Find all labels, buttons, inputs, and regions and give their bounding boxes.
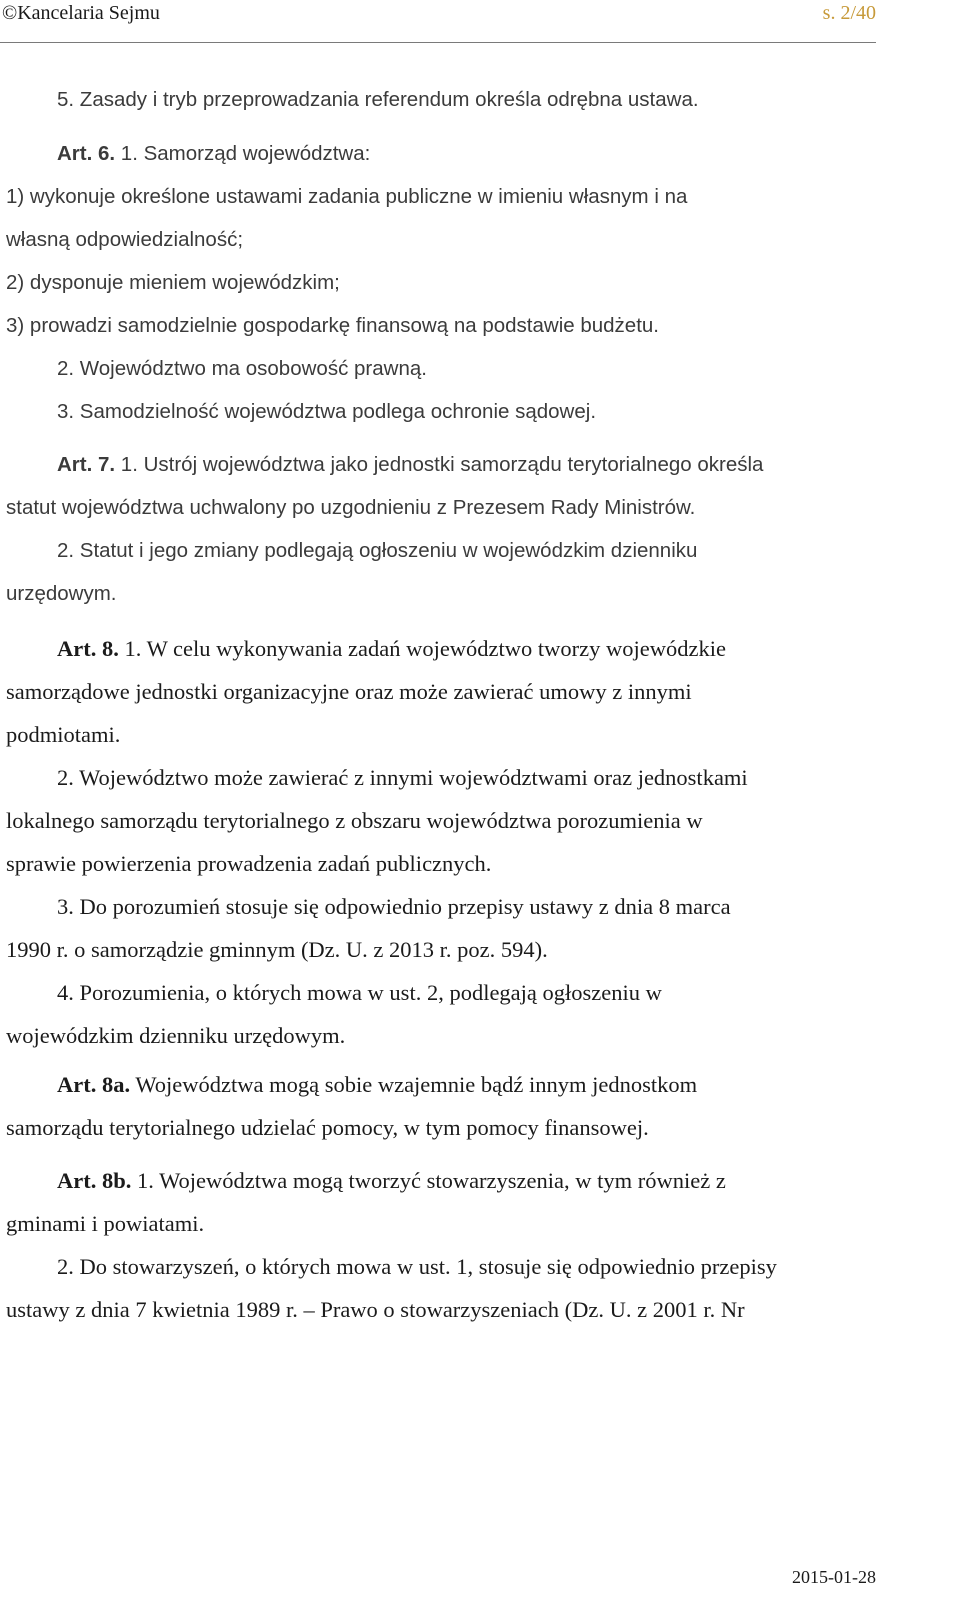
- text-line: wojewódzkim dzienniku urzędowym.: [6, 1023, 346, 1048]
- text-line: 5. Zasady i tryb przeprowadzania referendum określa odrębna ustawa.: [57, 88, 699, 111]
- text-line: 1990 r. o samorządzie gminnym (Dz. U. z 2013 r. poz. 594).: [6, 937, 548, 962]
- text-line: urzędowym.: [6, 582, 117, 605]
- text-line: 2. Województwo ma osobowość prawną.: [57, 357, 427, 380]
- text-line: 2. Statut i jego zmiany podlegają ogłoszeniu w wojewódzkim dzienniku: [57, 539, 698, 562]
- text-line: 3) prowadzi samodzielnie gospodarkę finansową na podstawie budżetu.: [6, 314, 659, 337]
- text-line: 2. Do stowarzyszeń, o których mowa w ust. 1, stosuje się odpowiednio przepisy: [57, 1254, 777, 1279]
- text-line: 2) dysponuje mieniem wojewódzkim;: [6, 271, 340, 294]
- text-line: 4. Porozumienia, o których mowa w ust. 2, podlegają ogłoszeniu w: [57, 980, 662, 1005]
- text-line: 1) wykonuje określone ustawami zadania publiczne w imieniu własnym i na: [6, 185, 688, 208]
- header-page-number: s. 2/40: [822, 2, 876, 24]
- text-line: gminami i powiatami.: [6, 1211, 205, 1236]
- text-line: samorządu terytorialnego udzielać pomocy, w tym pomocy finansowej.: [6, 1115, 649, 1140]
- text-line: własną odpowiedzialność;: [6, 228, 244, 251]
- text-line: statut województwa uchwalony po uzgodnieniu z Prezesem Rady Ministrów.: [6, 496, 696, 519]
- article-heading: Art. 8b. 1. Województwa mogą tworzyć stowarzyszenia, w tym również z: [57, 1168, 726, 1193]
- text-line: 3. Do porozumień stosuje się odpowiednio przepisy ustawy z dnia 8 marca: [57, 894, 731, 919]
- page-header: [0, 0, 876, 43]
- header-source: ©Kancelaria Sejmu: [2, 2, 160, 24]
- footer-date: 2015-01-28: [792, 1567, 876, 1587]
- text-line: 3. Samodzielność województwa podlega ochronie sądowej.: [57, 400, 597, 423]
- text-line: ustawy z dnia 7 kwietnia 1989 r. – Prawo o stowarzyszeniach (Dz. U. z 2001 r. Nr: [6, 1297, 745, 1322]
- article-heading: Art. 8a. Województwa mogą sobie wzajemnie bądź innym jednostkom: [57, 1072, 698, 1097]
- text-line: sprawie powierzenia prowadzenia zadań publicznych.: [6, 851, 492, 876]
- text-line: lokalnego samorządu terytorialnego z obszaru województwa porozumienia w: [6, 808, 703, 833]
- article-heading: Art. 8. 1. W celu wykonywania zadań województwo tworzy wojewódzkie: [57, 636, 726, 661]
- article-heading: Art. 7. 1. Ustrój województwa jako jednostki samorządu terytorialnego określa: [57, 453, 764, 476]
- text-line: podmiotami.: [6, 722, 121, 747]
- text-line: samorządowe jednostki organizacyjne oraz może zawierać umowy z innymi: [6, 679, 692, 704]
- text-line: 2. Województwo może zawierać z innymi województwami oraz jednostkami: [57, 765, 748, 790]
- article-heading: Art. 6. 1. Samorząd województwa:: [57, 142, 371, 165]
